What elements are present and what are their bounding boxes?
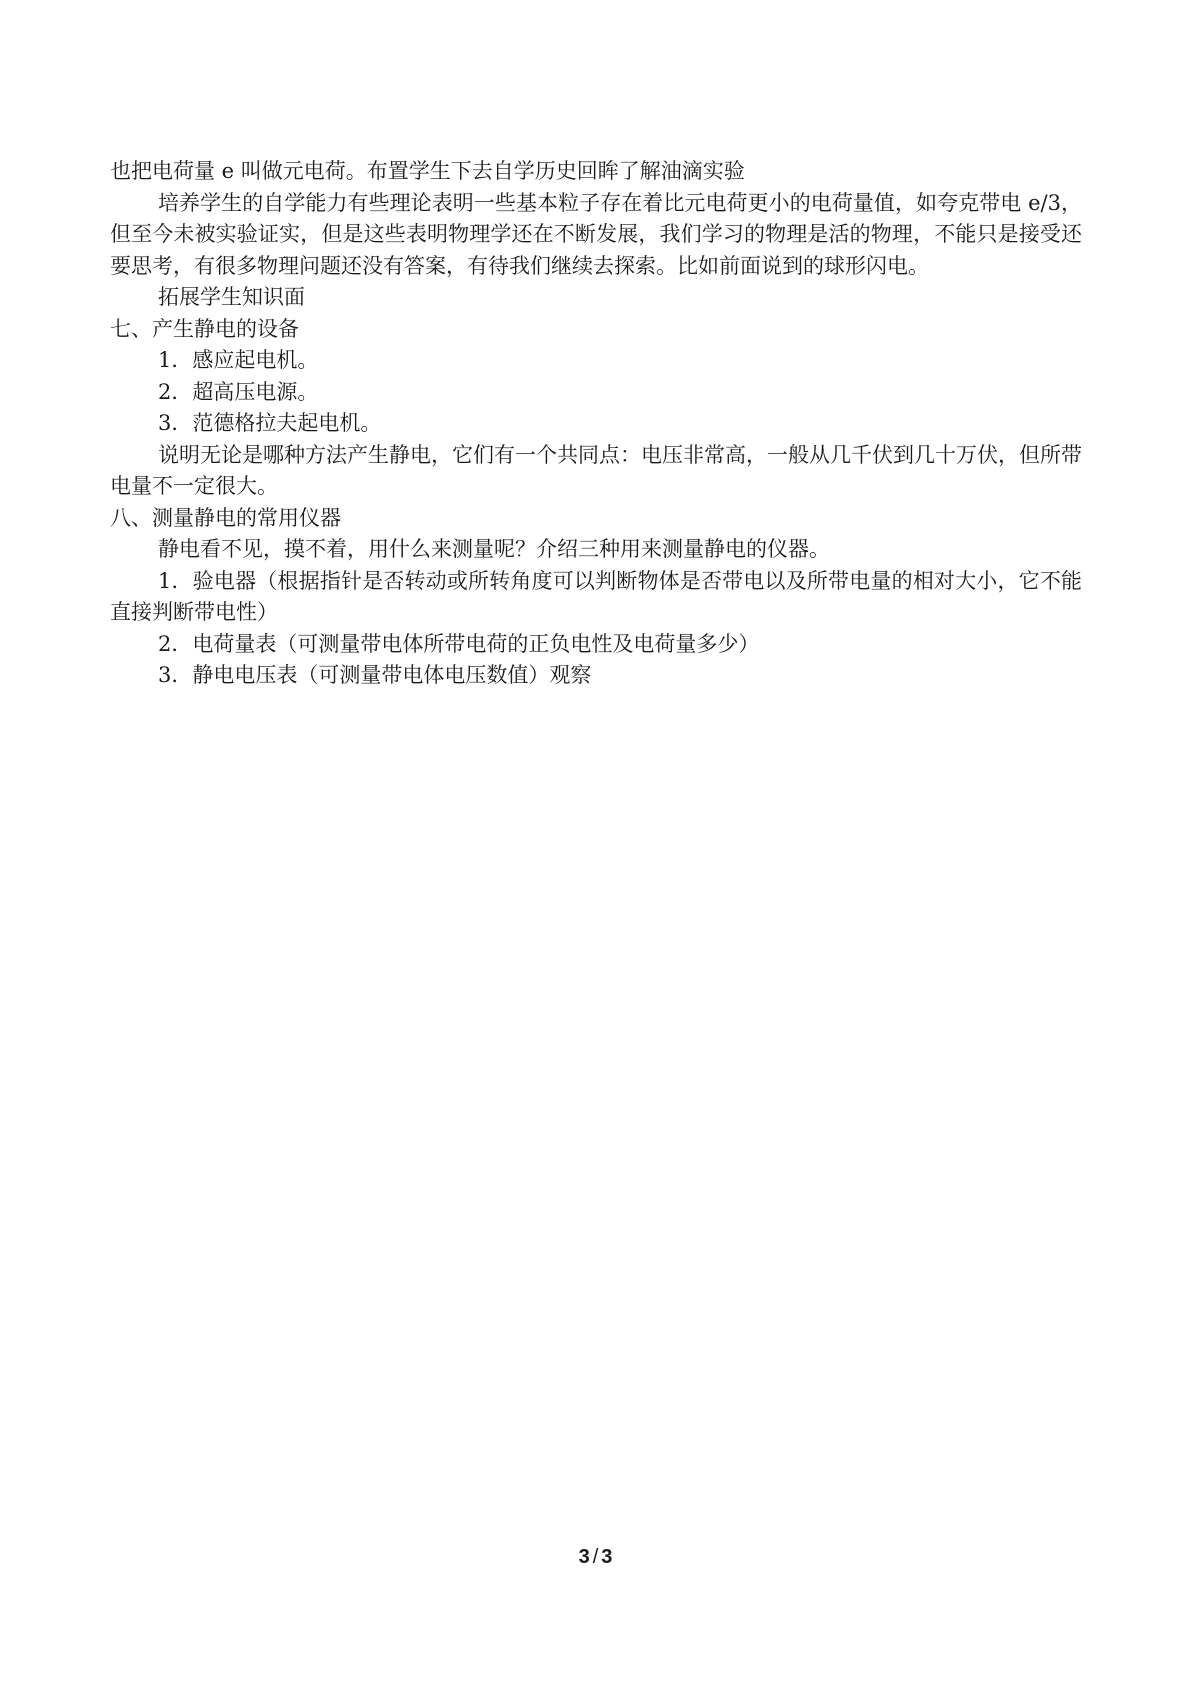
list-item: 3．范德格拉夫起电机。 — [158, 411, 382, 435]
list-item: 3．静电电压表（可测量带电体电压数值）观察 — [158, 663, 592, 687]
section-heading-8: 八、测量静电的常用仪器 — [110, 505, 341, 530]
document-body — [110, 156, 1082, 692]
list-item: 1．感应起电机。 — [158, 348, 319, 372]
paragraph-theory: 培养学生的自学能力有些理论表明一些基本粒子存在着比元电荷更小的电荷量值，如夸克带电 e/3，但至今未被实验证实，但是这些表明物理学还在不断发展，我们学习的物理是活的物理，不能只是接受还要思考，有很多物理问题还没有答案，有待我们继续去探索。比如前面说到的球形闪电。 — [110, 190, 1082, 278]
page-separator: / — [592, 1546, 599, 1568]
list-item: 1．验电器（根据指针是否转动或所转角度可以判断物体是否带电以及所带电量的相对大小，它不能直接判断带电性） — [110, 568, 1082, 624]
total-pages: 3 — [601, 1546, 613, 1568]
body-line-expand-knowledge: 拓展学生知识面 — [158, 285, 305, 309]
section-heading-7: 七、产生静电的设备 — [110, 316, 299, 341]
paragraph-explanation: 说明无论是哪种方法产生静电，它们有一个共同点：电压非常高，一般从几千伏到几十万伏，但所带电量不一定很大。 — [110, 442, 1082, 498]
page-number — [0, 1546, 1191, 1569]
body-line-elementary-charge: 也把电荷量 e 叫做元电荷。布置学生下去自学历史回眸了解油滴实验 — [110, 159, 745, 183]
current-page: 3 — [578, 1546, 590, 1568]
body-line-instruments-intro: 静电看不见，摸不着，用什么来测量呢？介绍三种用来测量静电的仪器。 — [158, 537, 830, 561]
list-item: 2．超高压电源。 — [158, 379, 319, 404]
list-item: 2．电荷量表（可测量带电体所带电荷的正负电性及电荷量多少） — [158, 631, 760, 656]
